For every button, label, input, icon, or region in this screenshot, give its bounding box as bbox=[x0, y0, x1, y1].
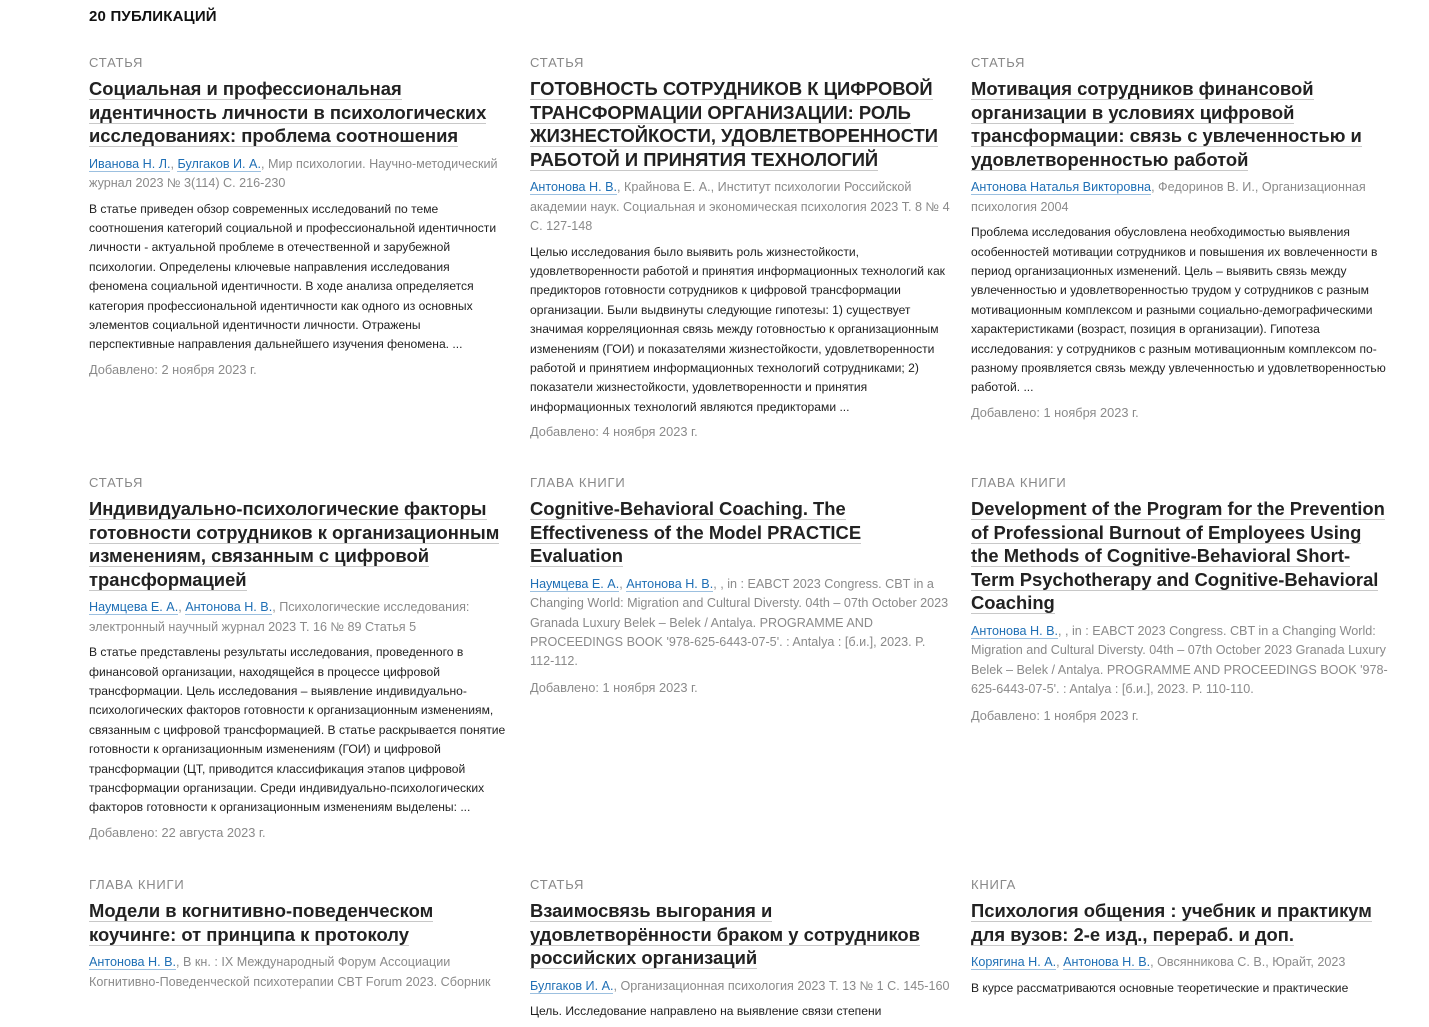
publication-title-link[interactable] bbox=[89, 497, 509, 591]
publication-card bbox=[89, 877, 509, 998]
publication-abstract: Проблема исследования обусловлена необходимостью выявления особенностей мотивации сотрудников и повышения их вовлеченности в период организационных изменений. Цель – выявить связь между увлеченностью и удовлетворенностью трудом у сотрудников с разным мотивационным комплексом и разными социально-демографическими характеристиками (возраст, позиция в организации). Гипотеза исследования: у сотрудников с разным мотивационным комплексом по-разному проявляется связь между увлеченностью и удовлетворенностью работой. ... bbox=[971, 225, 1386, 395]
author-link[interactable]: Антонова Н. В. bbox=[626, 576, 714, 591]
publication-meta bbox=[89, 155, 509, 194]
publication-source: , Психологические исследования: электронный научный журнал 2023 Т. 16 № 89 Статья 5 bbox=[89, 600, 470, 634]
publication-type: СТАТЬЯ bbox=[530, 877, 585, 892]
publication-title: Взаимосвязь выгорания и удовлетворённости браком у сотрудников российских организаций bbox=[530, 900, 920, 969]
publication-meta bbox=[971, 622, 1391, 700]
publication-card bbox=[530, 877, 950, 1027]
publication-title-link[interactable] bbox=[530, 497, 950, 568]
publication-source: , , in : EABCT 2023 Congress. CBT in a Changing World: Migration and Cultural Diversty. 04th – 07th October 2023 Granada Luxury Belek – Belek / Antalya. PROGRAMME AND PROCEEDINGS BOOK '978-625-6443-07-5'. : Antalya : [б.и.], 2023. P. 112-112. bbox=[530, 576, 949, 669]
publication-added-date: Добавлено: 1 ноября 2023 г. bbox=[530, 679, 698, 695]
author-link[interactable]: Антонова Наталья Викторовна bbox=[971, 180, 1152, 195]
publication-meta bbox=[530, 178, 950, 236]
publication-source: , Федоринов В. И., Организационная психология 2004 bbox=[971, 180, 1366, 214]
publications-count: 20 ПУБЛИКАЦИЙ bbox=[89, 8, 217, 25]
author-separator: , bbox=[170, 156, 178, 171]
publication-added-date: Добавлено: 1 ноября 2023 г. bbox=[971, 404, 1139, 420]
publication-abstract: В статье приведен обзор современных исследований по теме соотношения категорий социальной и профессиональной идентичности личности - актуальной проблеме в отечественной и зарубежной психологии. Определены ключевые направления исследования феномена социальной идентичности. В ходе анализа определяется категория профессиональной идентичности как одного из основных элементов социальной идентичности личности. Отражены перспективные направления дальнейшего изучения феномена. ... bbox=[89, 201, 497, 352]
publication-type: ГЛАВА КНИГИ bbox=[89, 877, 185, 892]
author-link[interactable]: Корягина Н. А. bbox=[971, 955, 1057, 970]
author-separator: , bbox=[619, 576, 627, 591]
publication-meta bbox=[89, 953, 509, 992]
publication-card bbox=[971, 877, 1391, 1003]
publication-source: , Овсянникова С. В., Юрайт, 2023 bbox=[1150, 955, 1346, 970]
publication-type: СТАТЬЯ bbox=[530, 55, 585, 70]
publication-type: ГЛАВА КНИГИ bbox=[971, 475, 1067, 490]
publication-meta bbox=[530, 977, 950, 996]
publication-meta bbox=[971, 178, 1391, 217]
publication-card bbox=[971, 475, 1391, 725]
publication-title: Мотивация сотрудников финансовой организации в условиях цифровой трансформации: связь с увлеченностью и удовлетворенностью работой bbox=[971, 78, 1362, 170]
publication-title: Психология общения : учебник и практикум для вузов: 2-е изд., перераб. и доп. bbox=[971, 900, 1372, 945]
publication-card bbox=[971, 55, 1391, 422]
publication-added-date: Добавлено: 22 августа 2023 г. bbox=[89, 824, 266, 840]
author-link[interactable]: Антонова Н. В. bbox=[89, 955, 176, 970]
author-link[interactable]: Иванова Н. Л. bbox=[89, 156, 171, 171]
author-link[interactable]: Антонова Н. В. bbox=[1063, 955, 1151, 970]
publication-added-date: Добавлено: 2 ноября 2023 г. bbox=[89, 361, 257, 377]
publication-title-link[interactable] bbox=[971, 77, 1391, 171]
author-link[interactable]: Антонова Н. В. bbox=[185, 600, 273, 615]
publication-title-link[interactable] bbox=[89, 77, 509, 148]
publication-abstract: В курсе рассматриваются основные теоретические и практические bbox=[971, 980, 1349, 995]
publication-meta bbox=[971, 953, 1391, 972]
author-link[interactable]: Булгаков И. А. bbox=[530, 978, 614, 993]
publication-added-date: Добавлено: 4 ноября 2023 г. bbox=[530, 424, 698, 440]
publication-meta bbox=[530, 575, 950, 672]
publication-title: Development of the Program for the Prevention of Professional Burnout of Employees Using the Methods of Cognitive-Behavioral Short-Term Psychotherapy and Cognitive-Behavioral Coaching bbox=[971, 498, 1385, 614]
publication-type: ГЛАВА КНИГИ bbox=[530, 475, 626, 490]
author-link[interactable]: Наумцева Е. А. bbox=[530, 576, 620, 591]
publication-card bbox=[89, 55, 509, 379]
publication-title-link[interactable] bbox=[89, 899, 509, 946]
publication-title-link[interactable] bbox=[971, 497, 1391, 615]
author-link[interactable]: Наумцева Е. А. bbox=[89, 600, 179, 615]
author-separator: , bbox=[1056, 955, 1064, 970]
publication-title-link[interactable] bbox=[530, 77, 950, 171]
author-separator: , bbox=[178, 600, 186, 615]
publication-type: СТАТЬЯ bbox=[89, 55, 144, 70]
publication-title: Cognitive-Behavioral Coaching. The Effectiveness of the Model PRACTICE Evaluation bbox=[530, 498, 862, 567]
publication-source: , В кн. : IX Международный Форум Ассоциации Когнитивно-Поведенческой психотерапии CBT Forum 2023. Сборник bbox=[89, 955, 491, 989]
publication-source: , Крайнова Е. А., Институт психологии Российской академии наук. Социальная и экономическая психология 2023 Т. 8 № 4 С. 127-148 bbox=[530, 180, 950, 234]
publication-type: КНИГА bbox=[971, 877, 1017, 892]
author-link[interactable]: Булгаков И. А. bbox=[177, 156, 261, 171]
publication-meta bbox=[89, 598, 509, 637]
publication-abstract: Цель. Исследование направлено на выявление связи степени bbox=[530, 1004, 882, 1019]
publication-abstract: В статье представлены результаты исследования, проведенного в финансовой организации, находящейся в процессе цифровой трансформации. Цель исследования – выявление индивидуально-психологических факторов готовности к организационным изменениям, связанным с цифровой трансформацией. В статье раскрывается понятие готовности к организационным изменениям (ГОИ) и цифровой трансформации (ЦТ, приводится классификация этапов цифровой трансформации организации. Среди индивидуально-психологических факторов готовности к организационным изменениям выделены: ... bbox=[89, 645, 506, 815]
publication-type: СТАТЬЯ bbox=[89, 475, 144, 490]
author-link[interactable]: Антонова Н. В. bbox=[530, 180, 617, 195]
publication-added-date: Добавлено: 1 ноября 2023 г. bbox=[971, 707, 1139, 723]
publication-title: Социальная и профессиональная идентичность личности в психологических исследованиях: проблема соотношения bbox=[89, 78, 487, 147]
publication-title: ГОТОВНОСТЬ СОТРУДНИКОВ К ЦИФРОВОЙ ТРАНСФОРМАЦИИ ОРГАНИЗАЦИИ: РОЛЬ ЖИЗНЕСТОЙКОСТИ, УДОВЛЕТВОРЕННОСТИ РАБОТОЙ И ПРИНЯТИЯ ТЕХНОЛОГИЙ bbox=[530, 78, 938, 170]
publication-card bbox=[89, 475, 509, 842]
publication-type: СТАТЬЯ bbox=[971, 55, 1026, 70]
publication-title: Модели в когнитивно-поведенческом коучинге: от принципа к протоколу bbox=[89, 900, 434, 945]
publication-source: , , in : EABCT 2023 Congress. CBT in a Changing World: Migration and Cultural Diversty. 04th – 07th October 2023 Granada Luxury Belek – Belek / Antalya. PROGRAMME AND PROCEEDINGS BOOK '978-625-6443-07-5'. : Antalya : [б.и.], 2023. P. 110-110. bbox=[971, 623, 1388, 697]
publication-title-link[interactable] bbox=[971, 899, 1391, 946]
publication-source: , Мир психологии. Научно-методический журнал 2023 № 3(114) С. 216-230 bbox=[89, 156, 498, 191]
publication-title-link[interactable] bbox=[530, 899, 950, 970]
publication-title: Индивидуально-психологические факторы готовности сотрудников к организационным изменениям, связанным с цифровой трансформацией bbox=[89, 498, 500, 590]
publication-source: , Организационная психология 2023 Т. 13 № 1 С. 145-160 bbox=[613, 978, 950, 993]
author-link[interactable]: Антонова Н. В. bbox=[971, 623, 1058, 638]
publication-abstract: Целью исследования было выявить роль жизнестойкости, удовлетворенности работой и принятия информационных технологий как предикторов готовности сотрудников к цифровой трансформации организации. Были выдвинуты следующие гипотезы: 1) существует значимая корреляционная связь между готовностью к организационным изменениям (ГОИ) и показателями жизнестойкости, удовлетворенности работой и принятием информационных технологий сотрудниками; 2) показатели жизнестойкости, удовлетворенности и принятия информационных технологий являются предикторами ... bbox=[530, 244, 945, 414]
publication-card bbox=[530, 475, 950, 697]
publication-card bbox=[530, 55, 950, 441]
